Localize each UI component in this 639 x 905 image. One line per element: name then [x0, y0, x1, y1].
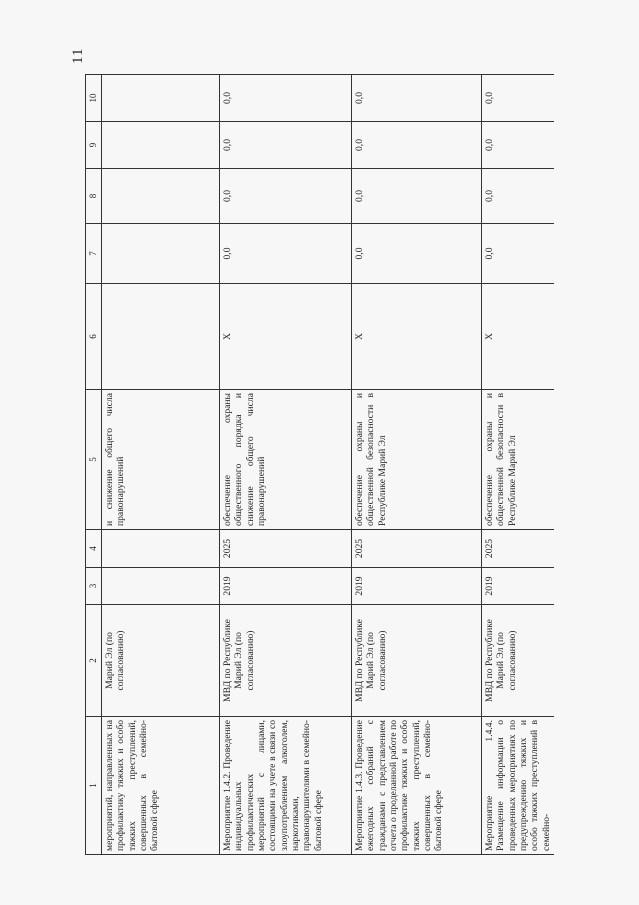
executor-cell: МВД по Республике Марий Эл (по согласованию): [220, 605, 352, 717]
table-row: [352, 75, 482, 855]
end-year-cell: 2025: [352, 530, 482, 568]
value-cell: 0,0: [220, 169, 352, 224]
result-cell: обеспечение охраны общественного порядка и снижение общего числа правонарушений: [220, 390, 352, 530]
value-cell: 0,0: [352, 122, 482, 169]
header-row: [86, 75, 102, 855]
start-year-cell: 2019: [482, 568, 554, 605]
mark-cell: [102, 284, 220, 390]
value-cell: 0,0: [220, 122, 352, 169]
mark-cell: X: [220, 284, 352, 390]
header-cell: 5: [86, 390, 102, 530]
header-cell: 1: [86, 717, 102, 855]
result-cell: обеспечение охраны и общественной безопасности в Республике Марий Эл: [352, 390, 482, 530]
value-cell: [102, 169, 220, 224]
header-cell: 9: [86, 122, 102, 169]
header-cell: 7: [86, 224, 102, 284]
measure-name-cell: мероприятий, направленных на профилактику тяжких и особо тяжких преступлений, совершенных в семейно-бытовой сфере: [102, 717, 220, 855]
value-cell: [102, 75, 220, 122]
value-cell: 0,0: [482, 169, 554, 224]
measure-name-cell: Мероприятие 1.4.3. Проведение ежегодных собраний с гражданами с представлением отчета о проделанной работе по профилактике тяжких и особо тяжких преступлений, совершенных в семейно-бытовой сфере: [352, 717, 482, 855]
end-year-cell: 2025: [220, 530, 352, 568]
value-cell: 0,0: [482, 122, 554, 169]
start-year-cell: 2019: [352, 568, 482, 605]
end-year-cell: [102, 530, 220, 568]
executor-cell: МВД по Республике Марий Эл (по согласованию): [482, 605, 554, 717]
executor-cell: МВД по Республике Марий Эл (по согласованию): [352, 605, 482, 717]
measures-table: [85, 74, 554, 855]
value-cell: [102, 122, 220, 169]
rotated-table-container: [85, 75, 552, 855]
header-cell: 8: [86, 169, 102, 224]
end-year-cell: 2025: [482, 530, 554, 568]
value-cell: 0,0: [482, 75, 554, 122]
page-number: 11: [70, 47, 86, 64]
start-year-cell: 2019: [220, 568, 352, 605]
header-cell: 10: [86, 75, 102, 122]
value-cell: 0,0: [352, 224, 482, 284]
table-row: [102, 75, 220, 855]
header-cell: 2: [86, 605, 102, 717]
header-cell: 4: [86, 530, 102, 568]
value-cell: 0,0: [220, 75, 352, 122]
header-cell: 6: [86, 284, 102, 390]
value-cell: 0,0: [482, 224, 554, 284]
table-row: [220, 75, 352, 855]
mark-cell: X: [352, 284, 482, 390]
result-cell: и снижение общего числа правонарушений: [102, 390, 220, 530]
header-cell: 3: [86, 568, 102, 605]
executor-cell: Марий Эл (по согласованию): [102, 605, 220, 717]
start-year-cell: [102, 568, 220, 605]
measure-name-cell: Мероприятие 1.4.2. Проведение индивидуальных профилактических мероприятий с лицами, состоящими на учете в связи со злоупотреблением алкоголем, наркотиками, правонарушителями в семейно-бытовой сфере: [220, 717, 352, 855]
result-cell: обеспечение охраны и общественной безопасности в Республике Марий Эл: [482, 390, 554, 530]
table-row: [482, 75, 554, 855]
value-cell: 0,0: [352, 75, 482, 122]
value-cell: [102, 224, 220, 284]
mark-cell: X: [482, 284, 554, 390]
value-cell: 0,0: [352, 169, 482, 224]
measure-name-cell: Мероприятие 1.4.4. Размещение информации о проведенных мероприятиях по предупреждению тяжких и особо тяжких преступлений в семейно-: [482, 717, 554, 855]
value-cell: 0,0: [220, 224, 352, 284]
